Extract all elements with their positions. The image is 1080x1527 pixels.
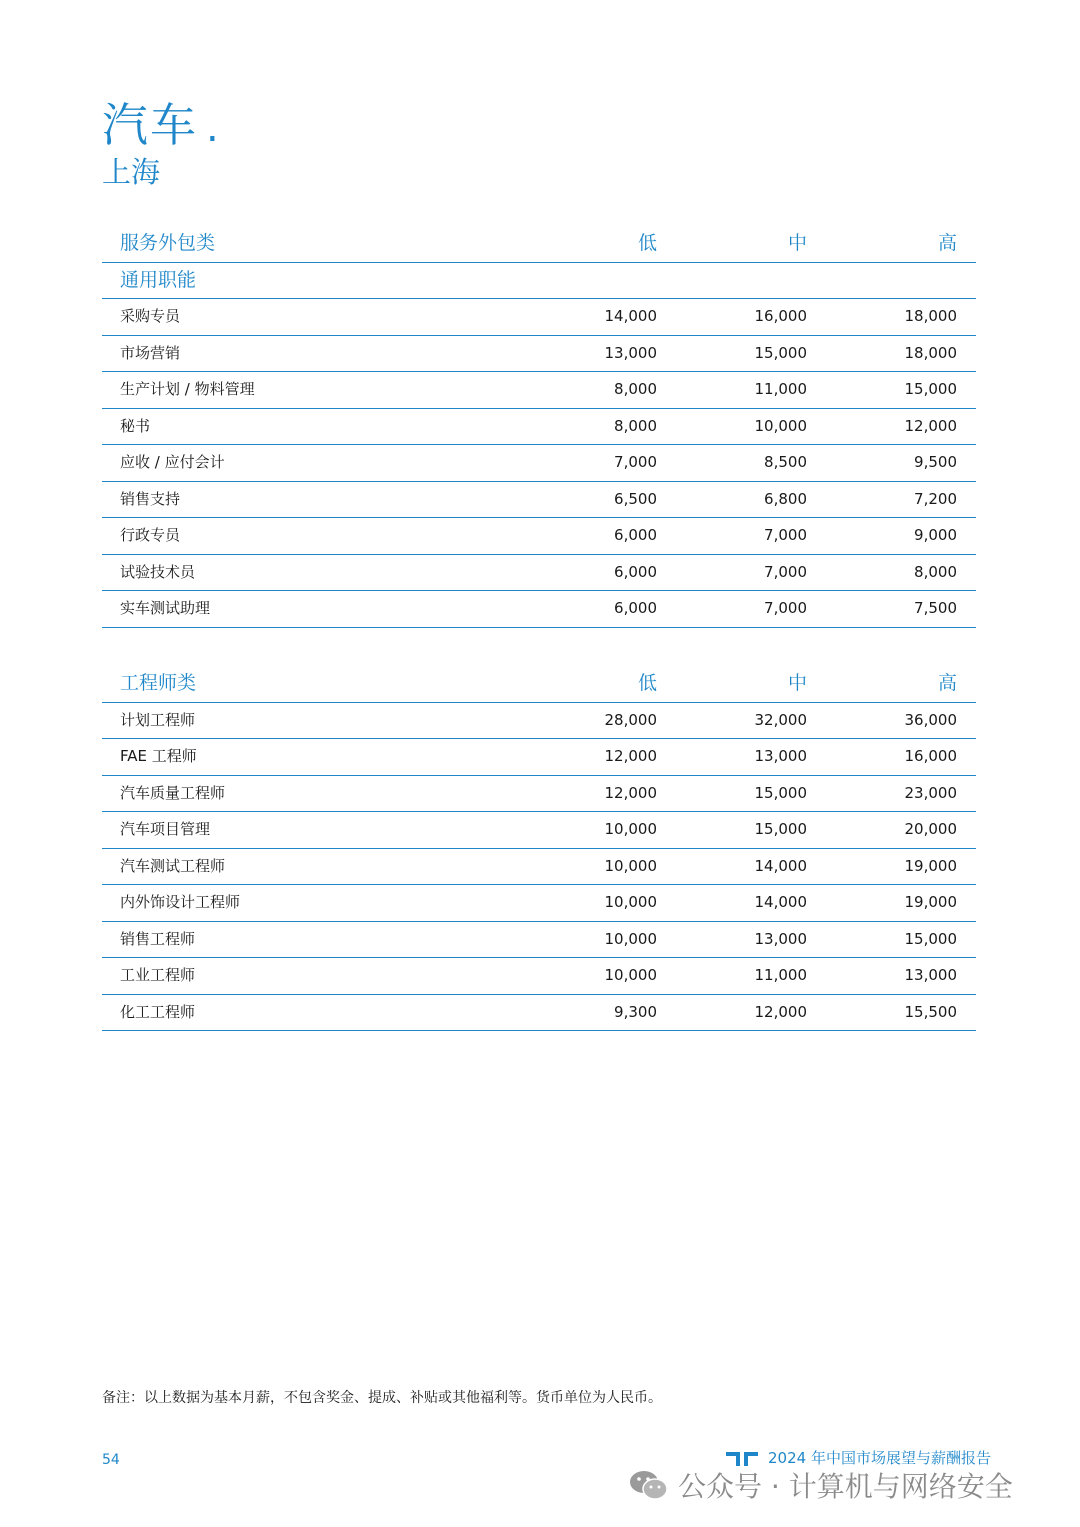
table-row <box>102 336 976 373</box>
page-number: 54 <box>102 1452 120 1468</box>
table-row <box>102 812 976 849</box>
table-row <box>102 555 976 592</box>
table-row <box>102 922 976 959</box>
table-row <box>102 739 976 776</box>
salary-mid: 6,800 <box>764 489 807 508</box>
report-title: 2024 年中国市场展望与薪酬报告 <box>768 1449 991 1467</box>
salary-low: 6,000 <box>614 599 657 617</box>
category-label: 通用职能 <box>120 268 197 291</box>
table-row <box>102 776 976 813</box>
salary-mid: 7,000 <box>764 599 807 617</box>
salary-high: 8,000 <box>914 562 957 581</box>
salary-mid: 15,000 <box>754 820 807 838</box>
table-row <box>102 409 976 446</box>
table-row <box>102 372 976 409</box>
salary-low: 12,000 <box>604 747 657 765</box>
salary-high: 19,000 <box>904 893 957 911</box>
salary-mid: 11,000 <box>754 966 807 984</box>
job-title: 汽车质量工程师 <box>120 783 226 802</box>
salary-low: 10,000 <box>604 856 657 875</box>
salary-low: 6,000 <box>614 526 657 544</box>
salary-mid: 15,000 <box>754 343 807 362</box>
job-title: 秘书 <box>120 416 151 435</box>
job-title: 行政专员 <box>120 526 181 544</box>
salary-low: 6,500 <box>614 489 657 508</box>
job-title: 实车测试助理 <box>120 599 211 617</box>
salary-mid: 14,000 <box>754 893 807 911</box>
salary-high: 12,000 <box>904 416 957 435</box>
category-row <box>102 263 976 300</box>
table-row <box>102 591 976 628</box>
table-row <box>102 849 976 886</box>
job-title: 计划工程师 <box>120 710 196 729</box>
header-low: 低 <box>637 672 657 694</box>
salary-mid: 14,000 <box>754 856 807 875</box>
salary-mid: 15,000 <box>754 783 807 802</box>
engineer-table <box>102 666 976 1031</box>
salary-high: 15,000 <box>904 380 957 398</box>
table-row <box>102 482 976 519</box>
header-category: 工程师类 <box>120 672 197 694</box>
job-title: 汽车项目管理 <box>120 820 211 838</box>
salary-high: 15,500 <box>904 1002 957 1021</box>
job-title: FAE 工程师 <box>120 747 197 765</box>
salary-high: 19,000 <box>904 856 957 875</box>
table-row <box>102 518 976 555</box>
salary-low: 10,000 <box>604 966 657 984</box>
salary-low: 7,000 <box>614 453 657 471</box>
salary-high: 9,000 <box>914 526 957 544</box>
salary-low: 14,000 <box>604 307 657 325</box>
header-low: 低 <box>637 232 657 254</box>
salary-high: 23,000 <box>904 783 957 802</box>
header-category: 服务外包类 <box>120 232 216 254</box>
wechat-icon <box>628 1467 670 1503</box>
salary-high: 7,200 <box>914 489 957 508</box>
salary-low: 28,000 <box>604 710 657 729</box>
page-title: 汽车 . <box>102 98 221 152</box>
table-row <box>102 703 976 740</box>
salary-low: 10,000 <box>604 820 657 838</box>
table-header <box>102 666 976 703</box>
salary-high: 13,000 <box>904 966 957 984</box>
job-title: 试验技术员 <box>120 562 196 581</box>
job-title: 销售工程师 <box>120 929 196 948</box>
table-row <box>102 958 976 995</box>
salary-high: 15,000 <box>904 929 957 948</box>
salary-mid: 12,000 <box>754 1002 807 1021</box>
salary-mid: 10,000 <box>754 416 807 435</box>
salary-high: 9,500 <box>914 453 957 471</box>
salary-low: 12,000 <box>604 783 657 802</box>
salary-low: 8,000 <box>614 380 657 398</box>
header-mid: 中 <box>787 232 807 254</box>
watermark <box>628 1465 1013 1505</box>
salary-low: 8,000 <box>614 416 657 435</box>
job-title: 采购专员 <box>120 307 181 325</box>
salary-high: 20,000 <box>904 820 957 838</box>
watermark-text: 公众号 · 计算机与网络安全 <box>678 1470 1013 1503</box>
salary-low: 9,300 <box>614 1002 657 1021</box>
table-row <box>102 885 976 922</box>
salary-high: 36,000 <box>904 710 957 729</box>
salary-mid: 8,500 <box>764 453 807 471</box>
salary-low: 10,000 <box>604 929 657 948</box>
table-row <box>102 445 976 482</box>
salary-mid: 7,000 <box>764 526 807 544</box>
salary-high: 16,000 <box>904 747 957 765</box>
table-row <box>102 995 976 1032</box>
header-mid: 中 <box>787 672 807 694</box>
salary-mid: 11,000 <box>754 380 807 398</box>
job-title: 应收 / 应付会计 <box>120 453 225 471</box>
job-title: 生产计划 / 物料管理 <box>120 380 255 398</box>
table-row <box>102 299 976 336</box>
salary-mid: 16,000 <box>754 307 807 325</box>
brand-logo-icon <box>724 1449 760 1467</box>
table-header <box>102 226 976 263</box>
header-high: 高 <box>937 232 957 254</box>
job-title: 化工工程师 <box>120 1002 196 1021</box>
job-title: 市场营销 <box>120 343 181 362</box>
salary-high: 7,500 <box>914 599 957 617</box>
page-subtitle: 上海 <box>102 155 161 189</box>
outsourcing-table <box>102 226 976 628</box>
salary-high: 18,000 <box>904 307 957 325</box>
salary-low: 13,000 <box>604 343 657 362</box>
salary-mid: 7,000 <box>764 562 807 581</box>
salary-high: 18,000 <box>904 343 957 362</box>
job-title: 销售支持 <box>120 489 181 508</box>
salary-low: 10,000 <box>604 893 657 911</box>
job-title: 内外饰设计工程师 <box>120 893 241 911</box>
salary-mid: 13,000 <box>754 929 807 948</box>
header-high: 高 <box>937 672 957 694</box>
salary-mid: 13,000 <box>754 747 807 765</box>
job-title: 汽车测试工程师 <box>120 856 226 875</box>
footnote: 备注：以上数据为基本月薪，不包含奖金、提成、补贴或其他福利等。货币单位为人民币。 <box>102 1390 662 1406</box>
salary-low: 6,000 <box>614 562 657 581</box>
job-title: 工业工程师 <box>120 966 196 984</box>
salary-mid: 32,000 <box>754 710 807 729</box>
